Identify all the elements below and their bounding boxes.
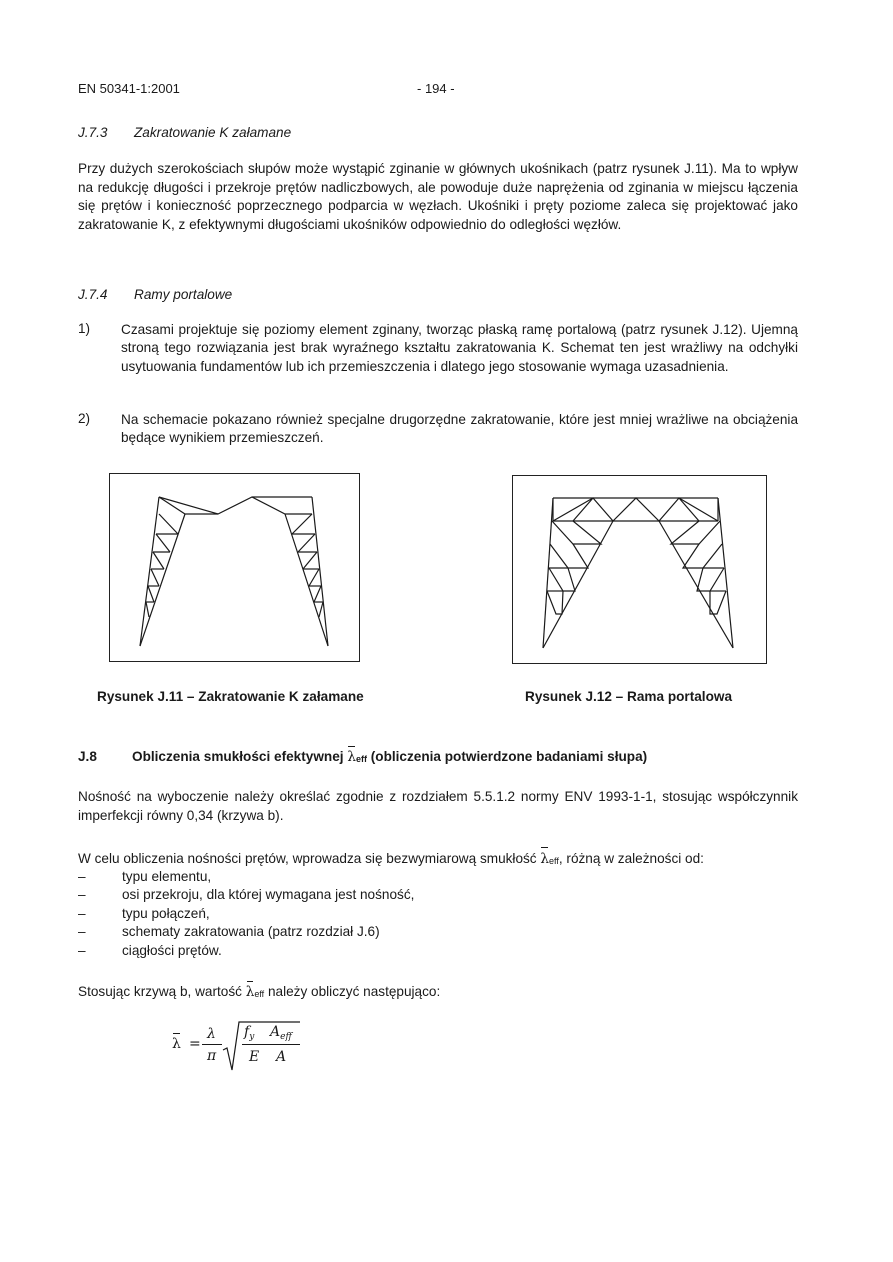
item-text: Czasami projektuje się poziomy element zginany, tworząc płaską ramę portalową (patrz rysunek J.12). Ujemną stroną tego rozwiązania jest brak wyraźnego kształtu zakratowania K. Schemat ten jest wrażliwy na odchyłki usytuowania fundamentów lub ich przemieszczenia i dlatego jego stosowanie wymaga uzasadnienia. bbox=[121, 322, 798, 374]
list-item: – typu elementu, bbox=[78, 868, 798, 886]
section-number: J.8 bbox=[78, 749, 97, 764]
figure-j11-caption: Rysunek J.11 – Zakratowanie K załamane bbox=[97, 689, 364, 704]
formula-equals: = bbox=[189, 1036, 201, 1052]
section-j73-paragraph: Przy dużych szerokościach słupów może wystąpić zginanie w głównych ukośnikach (patrz rysunek J.11). Ma to wpływ na redukcję długości i przekroje prętów nadliczbowych, ale powoduje duże naprężenia od zginania w miejscu łączenia się prętów i konieczność poprzecznego podparcia w węzłach. Ukośniki i pręty poziome zaleca się projektować jako zakratowanie K, z efektywnymi długościami ukośników odpowiednio do odległości węzłów. bbox=[78, 161, 798, 232]
document-id: EN 50341-1:2001 bbox=[78, 81, 180, 96]
lambda-bar-symbol: λ bbox=[347, 749, 356, 765]
paragraph-text: , różną w zależności od: bbox=[558, 851, 704, 866]
section-title-rest: (obliczenia potwierdzone badaniami słupa) bbox=[370, 749, 648, 764]
figure-j12-caption: Rysunek J.12 – Rama portalowa bbox=[525, 689, 733, 704]
formula-a: A bbox=[276, 1049, 287, 1065]
list-item bbox=[78, 411, 798, 448]
lambda-bar-symbol: λ bbox=[245, 984, 255, 1000]
fraction-line bbox=[202, 1044, 222, 1045]
section-j8-heading bbox=[78, 749, 647, 765]
list-item: – ciągłości prętów. bbox=[78, 942, 798, 960]
eff-subscript: eff bbox=[355, 754, 367, 764]
eff-subscript: eff bbox=[254, 989, 265, 999]
figure-j12 bbox=[512, 475, 767, 664]
section-j73-heading bbox=[78, 125, 291, 140]
formula-numerator: λ bbox=[207, 1026, 216, 1042]
item-number: 2) bbox=[78, 411, 91, 426]
formula-e: E bbox=[249, 1049, 260, 1065]
formula-denominator: π bbox=[207, 1048, 217, 1064]
section-number: J.7.4 bbox=[78, 287, 108, 302]
section-number: J.7.3 bbox=[78, 125, 108, 140]
item-text: Na schemacie pokazano również specjalne drugorzędne zakratowanie, które jest mniej wrażliwe na obciążenia będące wynikiem przemieszczeń. bbox=[121, 412, 798, 446]
paragraph-text: W celu obliczenia nośności prętów, wprowadza się bezwymiarową smukłość bbox=[78, 851, 537, 866]
list-item: – typu połączeń, bbox=[78, 905, 798, 923]
paragraph-text: należy obliczyć następująco: bbox=[267, 984, 441, 999]
lambda-bar-symbol: λ bbox=[540, 851, 550, 867]
slenderness-formula bbox=[172, 1018, 312, 1074]
portal-frame-diagram bbox=[513, 476, 766, 663]
section-j8-paragraph-1: Nośność na wyboczenie należy określać zgodnie z rozdziałem 5.5.1.2 normy ENV 1993-1-1, stosując współczynnik imperfekcji równy 0,34 (krzywa b). bbox=[78, 789, 798, 823]
item-number: 1) bbox=[78, 321, 91, 336]
section-title: Ramy portalowe bbox=[134, 287, 233, 302]
eff-subscript: eff bbox=[549, 856, 559, 866]
fraction-line bbox=[242, 1044, 300, 1045]
page-number: - 194 - bbox=[417, 81, 455, 96]
section-j74-heading bbox=[78, 287, 232, 302]
list-item: – schematy zakratowania (patrz rozdział J.6) bbox=[78, 923, 798, 941]
formula-lhs: λ bbox=[172, 1036, 181, 1052]
section-j8-paragraph-3 bbox=[78, 984, 798, 1000]
formula-fy: $f_y$ bbox=[244, 1024, 255, 1042]
section-title: Zakratowanie K załamane bbox=[134, 125, 292, 140]
figure-j11 bbox=[109, 473, 360, 662]
list-item: – osi przekroju, dla której wymagana jest nośność, bbox=[78, 886, 798, 904]
section-title: Obliczenia smukłości efektywnej bbox=[132, 749, 344, 764]
list-item bbox=[78, 321, 798, 376]
formula-a-eff: $A_{eff}$ bbox=[270, 1024, 292, 1042]
k-bracing-diagram bbox=[110, 474, 359, 661]
paragraph-text: Stosując krzywą b, wartość bbox=[78, 984, 242, 999]
dependency-list bbox=[78, 868, 798, 960]
